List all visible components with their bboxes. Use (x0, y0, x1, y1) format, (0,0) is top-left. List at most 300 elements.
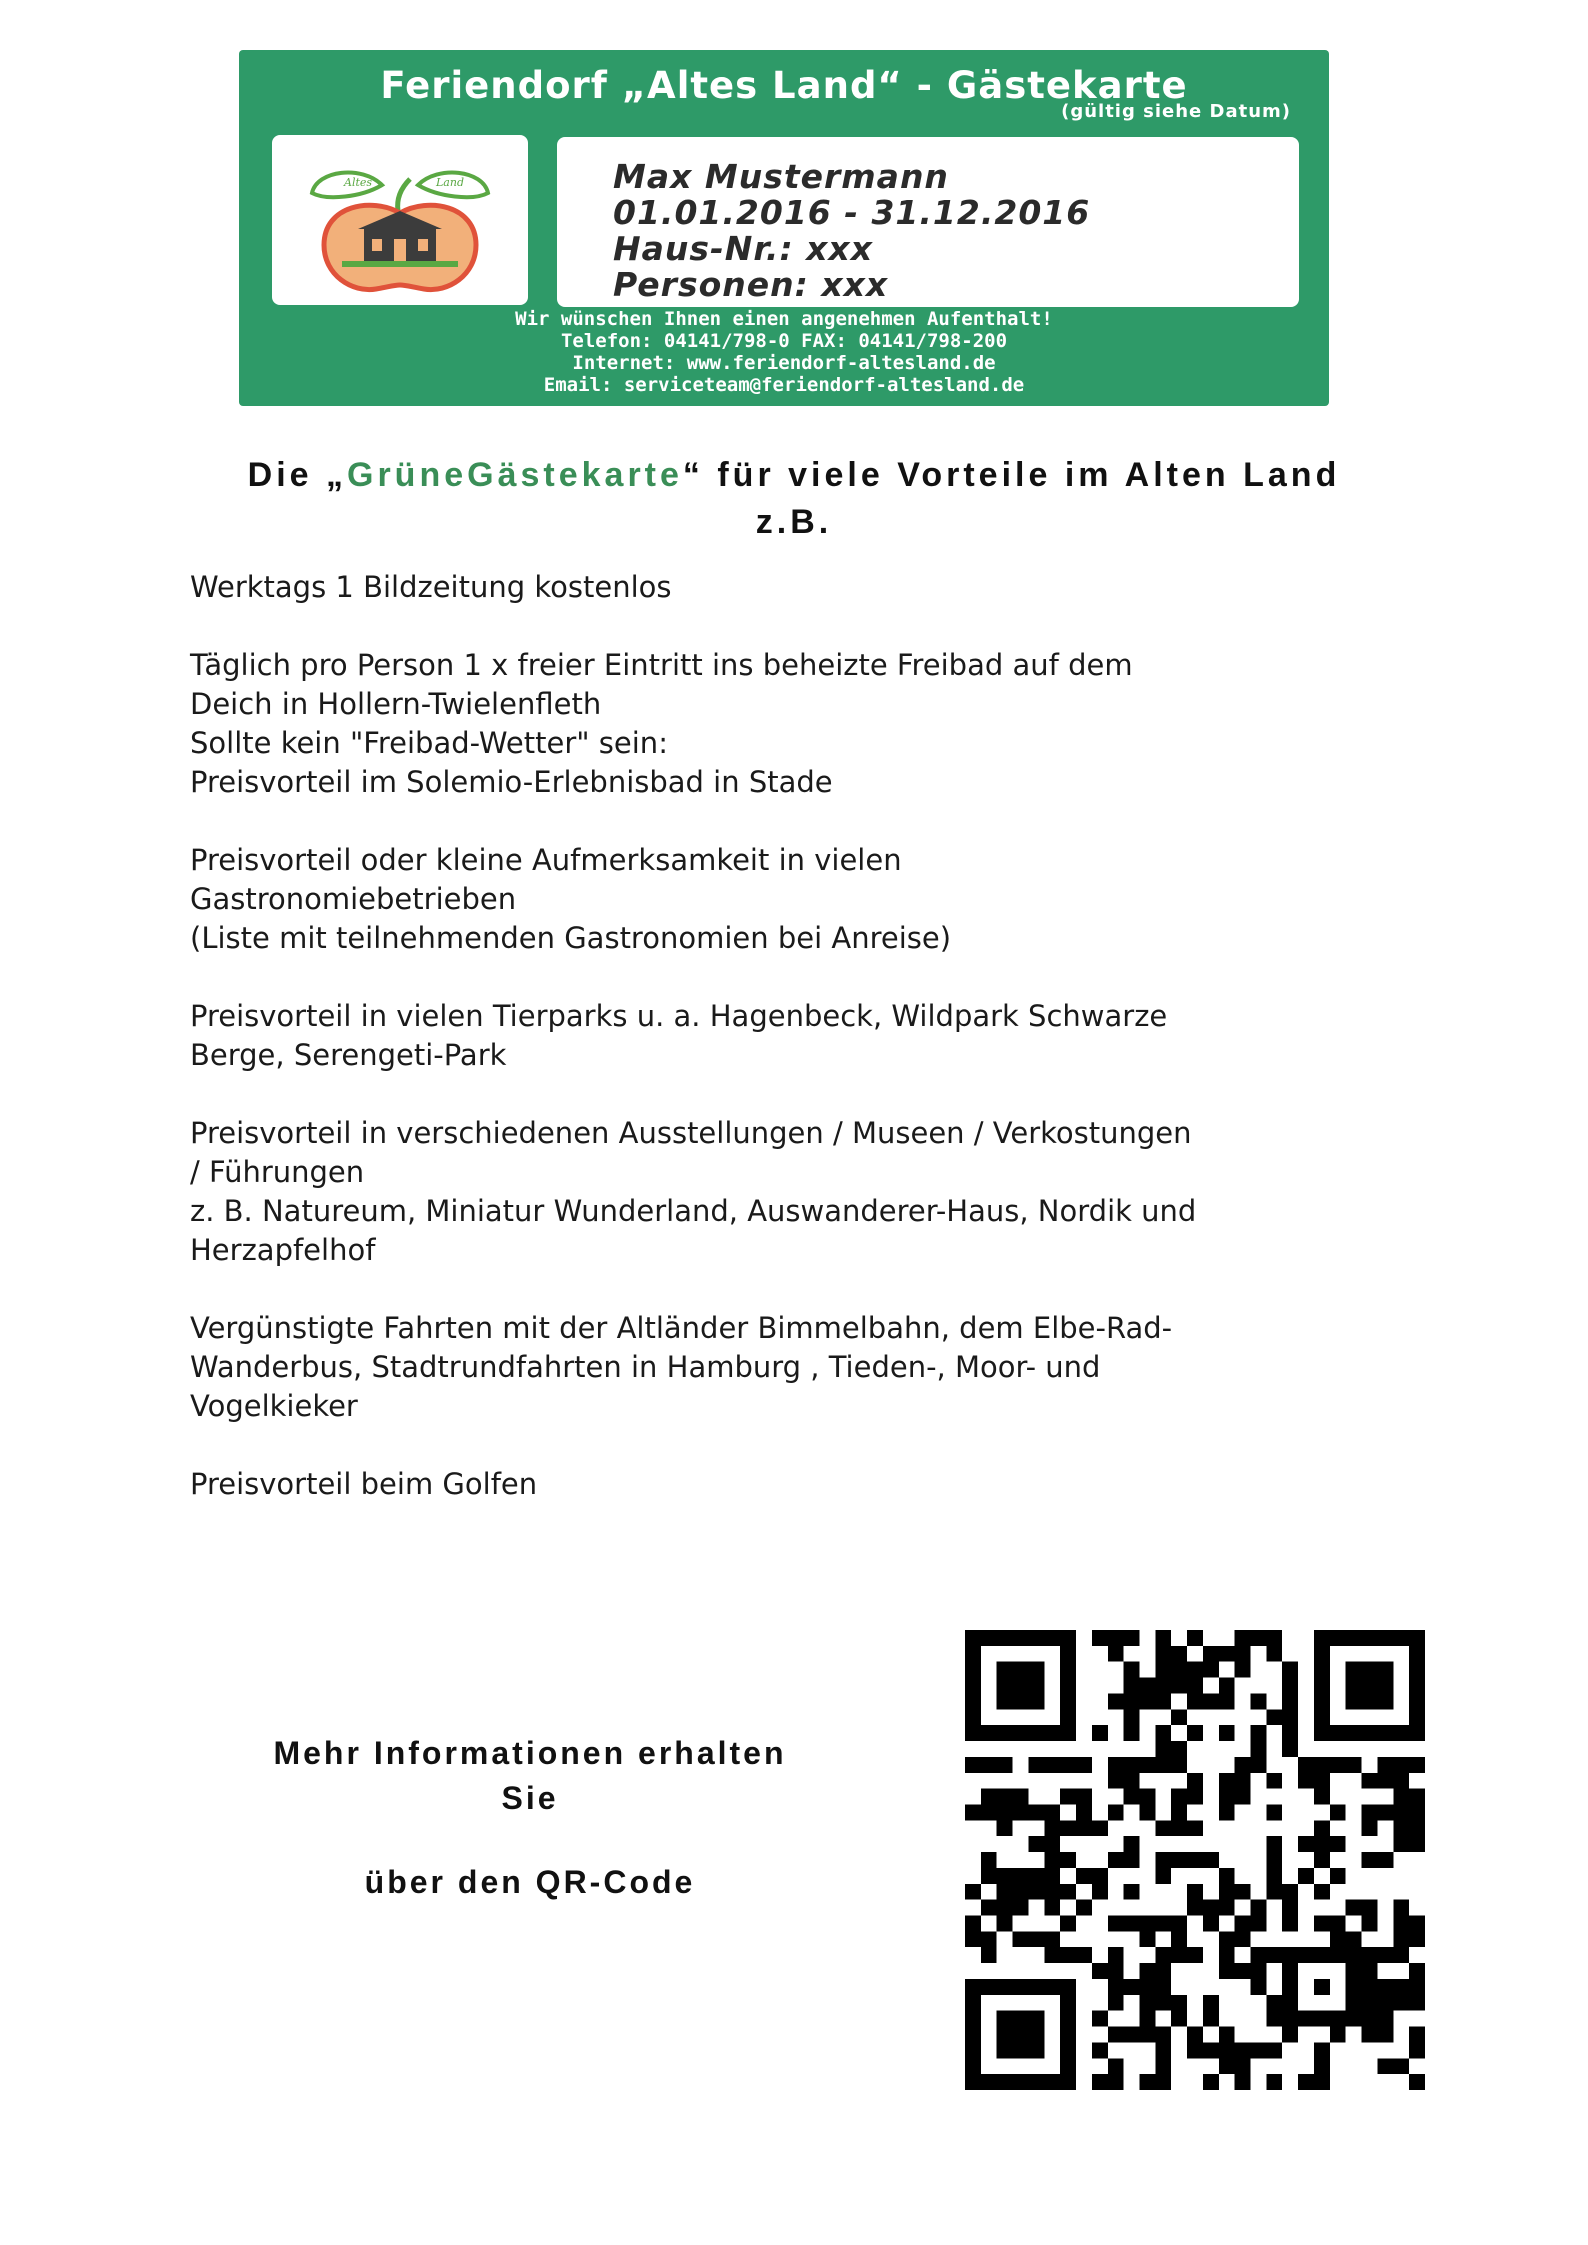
qr-module (1028, 2027, 1044, 2043)
qr-module (1028, 1804, 1044, 1820)
qr-module (1251, 1963, 1267, 1979)
qr-module (1044, 1725, 1060, 1741)
qr-module (1282, 1725, 1298, 1741)
qr-module (1235, 1916, 1251, 1932)
qr-module (1314, 1646, 1330, 1662)
qr-module (1171, 1916, 1187, 1932)
qr-module (1139, 1995, 1155, 2011)
qr-module (1155, 1868, 1171, 1884)
benefit-line: z. B. Natureum, Miniatur Wunderland, Auswanderer-Haus, Nordik und (190, 1194, 1197, 1228)
qr-module (997, 2074, 1013, 2090)
qr-module (1251, 1741, 1267, 1757)
qr-module (1393, 2058, 1409, 2074)
qr-module (1060, 2011, 1076, 2027)
qr-module (965, 1931, 981, 1947)
qr-module (1330, 2011, 1346, 2027)
card-website: Internet: www.feriendorf-altesland.de (572, 352, 996, 374)
qr-module (1393, 1789, 1409, 1805)
qr-module (1108, 1757, 1124, 1773)
qr-module (997, 1820, 1013, 1836)
qr-module (1235, 1789, 1251, 1805)
qr-module (1235, 1931, 1251, 1947)
qr-module (1266, 1852, 1282, 1868)
benefit-line: Vogelkieker (190, 1389, 358, 1423)
more-info-line3: über den QR-Code (364, 1864, 696, 1900)
qr-module (1028, 1979, 1044, 1995)
qr-module (981, 1852, 997, 1868)
logo-box (272, 135, 528, 305)
benefit-line: Preisvorteil im Solemio-Erlebnisbad in Stade (190, 765, 833, 799)
qr-module (1092, 2011, 1108, 2027)
qr-module (997, 2027, 1013, 2043)
qr-module (1124, 1662, 1140, 1678)
qr-module (1013, 1662, 1029, 1678)
qr-module (1362, 1804, 1378, 1820)
qr-module (1013, 2011, 1029, 2027)
benefit-item (190, 997, 1350, 1075)
qr-module (1393, 1931, 1409, 1947)
qr-module (1187, 1884, 1203, 1900)
qr-module (1028, 1725, 1044, 1741)
qr-module (1377, 1662, 1393, 1678)
qr-module (1362, 1773, 1378, 1789)
qr-module (1060, 1630, 1076, 1646)
qr-module (965, 1804, 981, 1820)
qr-module (1187, 1852, 1203, 1868)
benefit-line: Gastronomiebetrieben (190, 882, 517, 916)
qr-module (997, 1662, 1013, 1678)
qr-module (1266, 1804, 1282, 1820)
qr-module (1235, 1630, 1251, 1646)
qr-module (1124, 1789, 1140, 1805)
qr-module (1282, 1693, 1298, 1709)
qr-module (1139, 2011, 1155, 2027)
qr-module (1314, 2042, 1330, 2058)
qr-module (1060, 1947, 1076, 1963)
qr-module (1409, 1630, 1425, 1646)
qr-module (1330, 1931, 1346, 1947)
qr-module (1251, 1947, 1267, 1963)
qr-module (1187, 1678, 1203, 1694)
card-title: Feriendorf „Altes Land“ - Gästekarte (380, 64, 1188, 107)
qr-module (1203, 2011, 1219, 2027)
qr-module (1409, 1757, 1425, 1773)
qr-module (1362, 1852, 1378, 1868)
qr-module (965, 1693, 981, 1709)
qr-module (1314, 2074, 1330, 2090)
qr-module (1155, 1979, 1171, 1995)
qr-module (1266, 1995, 1282, 2011)
qr-module (1282, 1947, 1298, 1963)
qr-module (1108, 1804, 1124, 1820)
qr-module (1298, 1868, 1314, 1884)
qr-module (1409, 1693, 1425, 1709)
qr-module (965, 1995, 981, 2011)
qr-module (1155, 1678, 1171, 1694)
qr-module (1282, 1916, 1298, 1932)
qr-module (1108, 2058, 1124, 2074)
qr-module (1377, 1804, 1393, 1820)
card-phone: Telefon: 04141/798-0 FAX: 04141/798-200 (560, 330, 1008, 352)
qr-module (1028, 1868, 1044, 1884)
qr-module (1298, 2074, 1314, 2090)
qr-module (1155, 1741, 1171, 1757)
qr-module (1108, 1852, 1124, 1868)
benefit-line: Preisvorteil in verschiedenen Ausstellungen / Museen / Verkostungen (190, 1116, 1192, 1150)
qr-module (1266, 1709, 1282, 1725)
qr-module (1219, 1725, 1235, 1741)
card-email: Email: serviceteam@feriendorf-altesland.de (543, 374, 1025, 396)
qr-module (1171, 1757, 1187, 1773)
qr-module (1028, 1693, 1044, 1709)
qr-module (997, 2042, 1013, 2058)
qr-module (1013, 1693, 1029, 1709)
qr-module (1124, 1693, 1140, 1709)
qr-module (1377, 1979, 1393, 1995)
benefit-line: Preisvorteil beim Golfen (190, 1467, 538, 1501)
benefit-line: (Liste mit teilnehmenden Gastronomien bei Anreise) (190, 921, 952, 955)
heading-highlight: GrüneGästekarte (347, 456, 683, 494)
qr-module (1108, 1693, 1124, 1709)
qr-module (1266, 1884, 1282, 1900)
qr-module (1139, 1804, 1155, 1820)
qr-module (1409, 1995, 1425, 2011)
qr-module (1124, 1709, 1140, 1725)
qr-module (1076, 1868, 1092, 1884)
qr-module (1060, 2027, 1076, 2043)
qr-module (1219, 1773, 1235, 1789)
qr-module (1092, 1884, 1108, 1900)
qr-module (1346, 2011, 1362, 2027)
qr-code[interactable] (965, 1630, 1425, 2090)
qr-module (1219, 1884, 1235, 1900)
qr-module (1330, 2027, 1346, 2043)
qr-module (1171, 1646, 1187, 1662)
qr-module (1266, 2011, 1282, 2027)
qr-module (1409, 1979, 1425, 1995)
card-subtitle: (gültig siehe Datum) (1061, 101, 1291, 122)
logo-text-right: Land (436, 176, 464, 189)
qr-module (1377, 1947, 1393, 1963)
qr-module (1060, 2074, 1076, 2090)
qr-module (1060, 1820, 1076, 1836)
qr-module (1013, 1678, 1029, 1694)
qr-module (1219, 1693, 1235, 1709)
qr-module (1314, 1884, 1330, 1900)
qr-module (1314, 1725, 1330, 1741)
qr-module (1409, 1820, 1425, 1836)
qr-module (1060, 2042, 1076, 2058)
benefit-line: Preisvorteil in vielen Tierparks u. a. Hagenbeck, Wildpark Schwarze (190, 999, 1168, 1033)
qr-module (1108, 1646, 1124, 1662)
qr-module (1060, 1646, 1076, 1662)
qr-module (1235, 1757, 1251, 1773)
qr-module (1235, 2074, 1251, 2090)
qr-module (1409, 1931, 1425, 1947)
benefit-item (190, 1309, 1350, 1426)
benefit-line: Werktags 1 Bildzeitung kostenlos (190, 570, 672, 604)
benefit-line: Herzapfelhof (190, 1233, 376, 1267)
qr-module (1028, 1757, 1044, 1773)
qr-module (1346, 1757, 1362, 1773)
qr-module (1124, 1916, 1140, 1932)
qr-module (1409, 1789, 1425, 1805)
qr-module (1298, 1773, 1314, 1789)
qr-module (1377, 1773, 1393, 1789)
qr-module (1219, 1678, 1235, 1694)
qr-module (1409, 2042, 1425, 2058)
qr-module (997, 1630, 1013, 1646)
qr-module (1251, 1757, 1267, 1773)
qr-module (1377, 2027, 1393, 2043)
qr-module (1060, 1789, 1076, 1805)
qr-module (1393, 1995, 1409, 2011)
qr-module (1044, 1900, 1060, 1916)
qr-module (1155, 2058, 1171, 2074)
qr-module (1346, 1963, 1362, 1979)
qr-module (1362, 1725, 1378, 1741)
qr-module (1377, 2011, 1393, 2027)
qr-module (1251, 1979, 1267, 1995)
qr-module (1314, 1709, 1330, 1725)
qr-module (1330, 1836, 1346, 1852)
qr-module (1060, 1852, 1076, 1868)
qr-module (1139, 1931, 1155, 1947)
qr-module (1377, 1630, 1393, 1646)
qr-module (1155, 1630, 1171, 1646)
qr-module (1139, 2074, 1155, 2090)
qr-module (1362, 1947, 1378, 1963)
qr-module (1251, 1900, 1267, 1916)
qr-module (981, 1630, 997, 1646)
qr-module (1060, 1995, 1076, 2011)
qr-module (965, 2011, 981, 2027)
qr-module (1044, 1979, 1060, 1995)
qr-module (981, 1900, 997, 1916)
qr-module (1108, 1995, 1124, 2011)
qr-module (1377, 1725, 1393, 1741)
qr-module (997, 1725, 1013, 1741)
qr-module (1235, 1646, 1251, 1662)
qr-module (1171, 1820, 1187, 1836)
benefit-line: Berge, Serengeti-Park (190, 1038, 507, 1072)
qr-module (981, 1979, 997, 1995)
qr-module (1155, 1995, 1171, 2011)
qr-module (1330, 1868, 1346, 1884)
qr-module (1377, 1693, 1393, 1709)
qr-module (1282, 1900, 1298, 1916)
qr-module (1187, 1693, 1203, 1709)
qr-module (1060, 1693, 1076, 1709)
qr-module (1393, 1757, 1409, 1773)
qr-module (1155, 1757, 1171, 1773)
qr-module (965, 2058, 981, 2074)
qr-module (1108, 2027, 1124, 2043)
qr-module (1377, 1757, 1393, 1773)
qr-module (1346, 1931, 1362, 1947)
qr-module (1235, 1963, 1251, 1979)
qr-module (1314, 1662, 1330, 1678)
qr-module (997, 1757, 1013, 1773)
qr-module (1044, 1947, 1060, 1963)
qr-module (1362, 1900, 1378, 1916)
qr-module (1013, 1979, 1029, 1995)
qr-module (1235, 2058, 1251, 2074)
qr-module (1282, 1995, 1298, 2011)
qr-module (1219, 1931, 1235, 1947)
qr-module (997, 1884, 1013, 1900)
qr-module (1362, 1995, 1378, 2011)
qr-module (1266, 2042, 1282, 2058)
qr-module (1314, 1947, 1330, 1963)
qr-module (1314, 1789, 1330, 1805)
qr-module (1377, 1678, 1393, 1694)
qr-module (1155, 1916, 1171, 1932)
qr-module (1409, 1678, 1425, 1694)
qr-module (1092, 1820, 1108, 1836)
qr-module (1409, 1836, 1425, 1852)
qr-module (1171, 1789, 1187, 1805)
benefit-item (190, 646, 1350, 802)
qr-module (1171, 1931, 1187, 1947)
qr-module (1076, 1820, 1092, 1836)
qr-module (1282, 1678, 1298, 1694)
qr-module (1251, 1916, 1267, 1932)
qr-module (1092, 2074, 1108, 2090)
qr-module (1393, 1820, 1409, 1836)
page-heading (0, 456, 1588, 495)
qr-module (1155, 2042, 1171, 2058)
qr-module (1266, 1947, 1282, 1963)
qr-module (1124, 1725, 1140, 1741)
qr-module (1362, 1963, 1378, 1979)
qr-module (1219, 1868, 1235, 1884)
qr-module (1330, 1947, 1346, 1963)
guest-card (239, 50, 1329, 406)
qr-module (1409, 1709, 1425, 1725)
more-info-line2: Sie (501, 1780, 559, 1816)
qr-module (1330, 1804, 1346, 1820)
qr-module (1092, 1963, 1108, 1979)
qr-module (1124, 1979, 1140, 1995)
qr-module (1187, 1630, 1203, 1646)
qr-module (1060, 1725, 1076, 1741)
qr-module (1028, 1931, 1044, 1947)
qr-module (1108, 1947, 1124, 1963)
qr-module (1219, 2058, 1235, 2074)
guest-name: Max Mustermann (613, 157, 949, 196)
qr-module (1298, 2011, 1314, 2027)
qr-module (1377, 1995, 1393, 2011)
qr-module (997, 2011, 1013, 2027)
qr-module (1235, 1773, 1251, 1789)
qr-module (1314, 1820, 1330, 1836)
qr-module (1187, 2042, 1203, 2058)
qr-module (1330, 1757, 1346, 1773)
qr-module (1203, 1662, 1219, 1678)
qr-module (1139, 1789, 1155, 1805)
qr-module (1314, 1630, 1330, 1646)
qr-module (1346, 1693, 1362, 1709)
qr-module (965, 1979, 981, 1995)
qr-module (1171, 1947, 1187, 1963)
logo-text-left: Altes (344, 176, 373, 189)
qr-module (997, 1900, 1013, 1916)
qr-module (1155, 2074, 1171, 2090)
qr-module (1139, 1757, 1155, 1773)
qr-module (1282, 1884, 1298, 1900)
qr-module (1028, 1836, 1044, 1852)
qr-module (1393, 1773, 1409, 1789)
qr-module (1409, 2074, 1425, 2090)
qr-module (1060, 1678, 1076, 1694)
qr-module (1155, 2027, 1171, 2043)
qr-module (1362, 1820, 1378, 1836)
qr-module (1409, 1662, 1425, 1678)
qr-module (1314, 1916, 1330, 1932)
qr-module (1155, 1963, 1171, 1979)
qr-module (1314, 1836, 1330, 1852)
benefit-item (190, 1114, 1350, 1270)
qr-module (1171, 1662, 1187, 1678)
qr-module (965, 1916, 981, 1932)
qr-module (1282, 1963, 1298, 1979)
qr-module (1060, 2058, 1076, 2074)
qr-module (1139, 2027, 1155, 2043)
qr-module (1314, 1773, 1330, 1789)
qr-module (1393, 1725, 1409, 1741)
guest-info-box (557, 137, 1299, 307)
qr-module (965, 1662, 981, 1678)
qr-module (1028, 1884, 1044, 1900)
qr-module (1219, 2027, 1235, 2043)
qr-module (1203, 1693, 1219, 1709)
qr-module (965, 2042, 981, 2058)
qr-module (1044, 1820, 1060, 1836)
benefit-line: Wanderbus, Stadtrundfahrten in Hamburg , Tieden-, Moor- und (190, 1350, 1101, 1384)
qr-module (1266, 1646, 1282, 1662)
qr-module (1187, 1789, 1203, 1805)
qr-module (1108, 1916, 1124, 1932)
qr-module (1362, 1630, 1378, 1646)
qr-module (1076, 1757, 1092, 1773)
qr-module (1171, 1804, 1187, 1820)
qr-module (1330, 1725, 1346, 1741)
qr-module (1028, 1662, 1044, 1678)
qr-module (1108, 2074, 1124, 2090)
qr-module (997, 1916, 1013, 1932)
qr-module (1155, 1725, 1171, 1741)
qr-module (1028, 2074, 1044, 2090)
qr-module (1013, 1884, 1029, 1900)
persons-count: Personen: xxx (613, 265, 889, 304)
qr-module (965, 1678, 981, 1694)
validity-dates: 01.01.2016 - 31.12.2016 (613, 193, 1091, 232)
qr-module (1346, 1900, 1362, 1916)
qr-module (1187, 1947, 1203, 1963)
qr-module (965, 2074, 981, 2090)
qr-module (1203, 2074, 1219, 2090)
qr-module (1139, 1678, 1155, 1694)
qr-module (1251, 1725, 1267, 1741)
qr-module (1060, 1709, 1076, 1725)
qr-module (1187, 1773, 1203, 1789)
benefits-list (190, 568, 1350, 1543)
qr-module (1203, 1916, 1219, 1932)
qr-module (1044, 1884, 1060, 1900)
qr-module (981, 1757, 997, 1773)
qr-module (1139, 1916, 1155, 1932)
